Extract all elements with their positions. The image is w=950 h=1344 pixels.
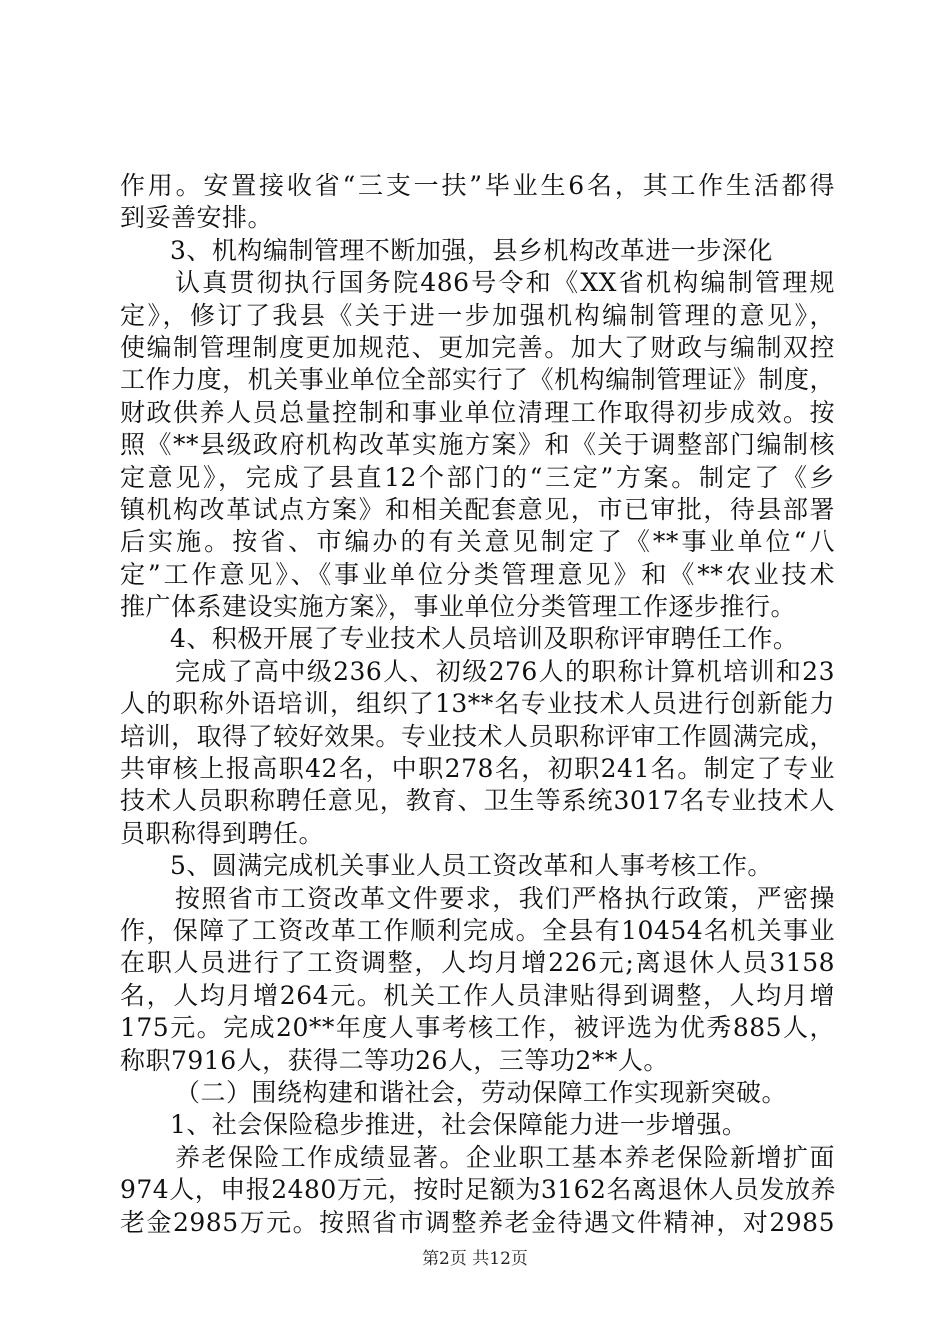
text-line: 定”工作意见》、《事业单位分类管理意见》和《**农业技术 xyxy=(120,559,835,589)
text-line: 完成了高中级236人、初级276人的职称计算机培训和23 xyxy=(175,656,835,686)
text-line: 员职称得到聘任。 xyxy=(120,818,325,848)
text-line: 3、机构编制管理不断加强，县乡机构改革进一步深化 xyxy=(170,235,773,265)
text-line: 使编制管理制度更加规范、更加完善。加大了财政与编制双控 xyxy=(120,332,835,362)
text-line: 175元。完成20**年度人事考核工作，被评选为优秀885人， xyxy=(120,1013,835,1043)
text-line: 1、社会保险稳步推进，社会保障能力进一步增强。 xyxy=(170,1110,748,1140)
text-line: 技术人员职称聘任意见，教育、卫生等系统3017名专业技术人 xyxy=(120,786,835,816)
text-line: 后实施。按省、市编办的有关意见制定了《**事业单位“八 xyxy=(120,527,835,557)
text-line: 在职人员进行了工资调整，人均月增226元;离退休人员3158 xyxy=(120,948,835,978)
text-line: 工作力度，机关事业单位全部实行了《机构编制管理证》制度， xyxy=(120,365,835,395)
text-line: 照《**县级政府机构改革实施方案》和《关于调整部门编制核 xyxy=(120,430,835,460)
text-line: 作，保障了工资改革工作顺利完成。全县有10454名机关事业 xyxy=(120,915,835,945)
text-line: 4、积极开展了专业技术人员培训及职称评审聘任工作。 xyxy=(170,624,799,654)
text-line: 推广体系建设实施方案》，事业单位分类管理工作逐步推行。 xyxy=(120,592,797,622)
page-footer: 第2页 共12页 xyxy=(422,1249,528,1269)
text-line: 培训，取得了较好效果。专业技术人员职称评审工作圆满完成， xyxy=(120,721,835,751)
text-line: （二）围绕构建和谐社会，劳动保障工作实现新突破。 xyxy=(175,1077,788,1107)
body-text xyxy=(120,170,835,1239)
text-line: 认真贯彻执行国务院486号令和《XX省机构编制管理规 xyxy=(175,268,835,298)
text-line: 镇机构改革试点方案》和相关配套意见，市已审批，待县部署 xyxy=(120,494,835,524)
text-line: 财政供养人员总量控制和事业单位清理工作取得初步成效。按 xyxy=(120,397,835,427)
text-line: 定意见》，完成了县直12个部门的“三定”方案。制定了《乡 xyxy=(120,462,835,492)
text-line: 按照省市工资改革文件要求，我们严格执行政策，严密操 xyxy=(175,883,835,913)
text-line: 到妥善安排。 xyxy=(120,203,274,233)
text-line: 共审核上报高职42名，中职278名，初职241名。制定了专业 xyxy=(120,754,835,784)
text-line: 养老保险工作成绩显著。企业职工基本养老保险新增扩面 xyxy=(175,1142,835,1172)
text-line: 定》，修订了我县《关于进一步加强机构编制管理的意见》， xyxy=(120,300,835,330)
text-line: 作用。安置接收省“三支一扶”毕业生6名，其工作生活都得 xyxy=(120,171,835,200)
text-line: 名，人均月增264元。机关工作人员津贴得到调整，人均月增 xyxy=(120,980,835,1010)
text-line: 人的职称外语培训，组织了13**名专业技术人员进行创新能力 xyxy=(120,689,835,719)
text-line: 老金2985万元。按照省市调整养老金待遇文件精神，对2985 xyxy=(120,1207,835,1237)
text-line: 称职7916人，获得二等功26人，三等功2**人。 xyxy=(120,1045,669,1075)
text-line: 974人，申报2480万元，按时足额为3162名离退休人员发放养 xyxy=(120,1175,836,1205)
text-line: 5、圆满完成机关事业人员工资改革和人事考核工作。 xyxy=(170,851,773,881)
